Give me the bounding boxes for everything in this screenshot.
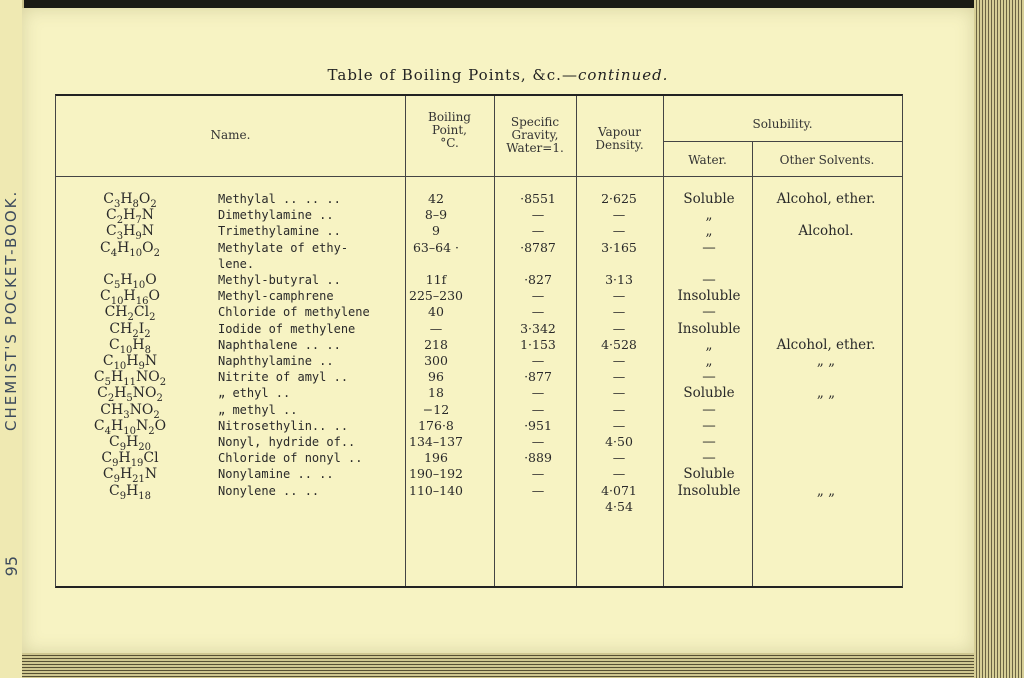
cell-other [751,256,901,272]
cell-other [751,418,901,434]
solubility-rule [663,141,902,142]
table-row [56,191,902,210]
cell-water: — [702,239,716,256]
cell-boiling-point: 190–192 [409,466,463,482]
cell-boiling-point: 40 [428,304,444,320]
cell-other [751,272,901,288]
cell-formula: $C_2H_5NO_2$ [97,385,163,405]
header-boiling-point [405,111,494,150]
cell-vapour-density: 4·54 [605,498,633,514]
header-vd-line1: Vapour [597,125,642,139]
cell-name [204,499,403,515]
cell-boiling-point: 300 [424,353,448,368]
cell-other: „ „ [816,353,836,369]
cell-water [663,499,755,515]
cell-water: Insoluble [677,320,741,337]
table-row [56,353,902,372]
table-row [56,288,902,307]
table-row [56,417,902,437]
cell-boiling-point: 96 [428,369,444,385]
cell-vapour-density: — [612,353,626,368]
cell-water: „ [705,336,713,353]
table-row [56,450,902,469]
cell-boiling-point: 225–230 [409,288,463,304]
cell-water: Soluble [683,466,735,483]
cell-formula: $C_{10}H_9N$ [102,353,158,372]
cell-specific-gravity: 3·342 [520,320,556,336]
cell-other [751,207,901,223]
cell-specific-gravity: — [531,385,545,401]
cell-specific-gravity: — [531,482,545,498]
cell-water: — [702,401,716,418]
header-bottom-rule [56,176,902,177]
cell-name: Nonylamine .. .. [218,467,334,482]
cell-formula: $C_2H_7N$ [106,207,154,226]
table-row [56,256,902,272]
table-row [56,499,902,515]
cell-formula: $C_4H_{10}O_2$ [100,239,160,259]
cell-name: Methylal .. .. .. [218,192,341,206]
cell-formula: $C_5H_{10}O$ [103,272,157,291]
cell-name: Methyl-butyral .. [218,273,341,287]
cell-specific-gravity: — [531,223,545,239]
cell-water: „ [705,223,713,240]
cell-water: — [702,304,716,321]
cell-name: Naphthalene .. .. [218,337,341,352]
running-header: CHEMIST'S POCKET-BOOK. [2,189,20,432]
cell-other: Alcohol. [798,223,854,240]
cell-vapour-density: 4·528 [601,336,637,352]
table-row [56,207,902,226]
cell-specific-gravity: — [531,434,545,449]
cell-name: Nonyl, hydride of.. [218,435,356,449]
header-sg-line3: Water=1. [506,141,564,155]
cell-water: „ [705,353,713,369]
cell-boiling-point [392,256,480,272]
table-row [56,336,902,356]
cell-water: „ [705,207,713,224]
cell-name: Nonylene .. .. [218,483,320,498]
table-row [56,223,902,243]
header-solubility: Solubility. [752,117,813,131]
cell-name: Dimethylamine .. [218,208,334,223]
header-other-solvents: Other Solvents. [779,153,875,167]
cell-water [663,256,755,272]
cell-vapour-density: — [612,223,626,239]
cell-formula: $C_{10}H_8$ [108,336,152,356]
cell-other [751,434,901,450]
cell-specific-gravity [496,499,580,515]
cell-name: „ methyl .. [218,402,298,417]
cell-specific-gravity: ·889 [524,450,552,466]
cell-name: Methyl-camphrene [218,289,334,304]
table-row [56,369,902,388]
cell-other: „ „ [816,482,836,499]
cell-name: Iodide of methylene [218,321,356,336]
cell-specific-gravity: ·8551 [520,191,556,206]
title-main: Table of Boiling Points, &c.— [327,66,578,84]
cell-formula: $C_9H_{21}N$ [102,466,158,486]
cell-formula [56,256,204,272]
table-row [56,401,902,421]
cell-vapour-density: — [612,466,626,482]
cell-boiling-point: 196 [424,450,448,466]
cell-vapour-density: — [612,417,626,433]
page-number: 95 [2,556,21,577]
cell-vapour-density: — [612,369,626,385]
cell-specific-gravity: — [531,207,545,223]
cell-vapour-density: — [612,304,626,320]
cell-name: „ ethyl .. [218,386,291,401]
table-row [56,466,902,486]
cell-name: Trimethylamine .. [218,224,341,239]
cell-vapour-density [576,256,662,272]
page-title [22,66,974,84]
cell-other: „ „ [816,385,836,402]
cell-formula: $C_9H_{18}$ [108,482,152,502]
cell-water: — [702,272,716,288]
table-row [56,304,902,324]
cell-vapour-density: — [612,207,626,223]
cell-other: Alcohol, ether. [776,191,876,207]
table-row [56,320,902,340]
cell-formula: $CH_2I_2$ [109,320,151,340]
title-continued: continued. [577,66,669,84]
cell-other [751,304,901,320]
cell-boiling-point: 9 [432,223,440,239]
header-specific-gravity [494,116,576,155]
cell-other [751,288,901,304]
cell-specific-gravity: — [531,304,545,320]
header-sg-line2: Gravity, [511,128,559,142]
cell-name: lene. [218,256,255,271]
cell-vapour-density: 4·071 [601,482,637,498]
header-bp-line2: Point, [431,123,467,137]
cell-formula [56,499,204,515]
cell-water: — [702,417,716,434]
cell-water: — [702,434,716,450]
cell-formula: $CH_3NO_2$ [100,401,160,421]
cell-formula: $C_9H_{20}$ [108,434,152,453]
cell-specific-gravity: ·877 [524,369,552,385]
cell-boiling-point [392,499,480,515]
cell-vapour-density: — [612,288,626,304]
header-bp-line3: °C. [440,136,459,150]
cell-name: Chloride of methylene [218,305,370,320]
book-page [22,8,974,653]
cell-name: Nitrosethylin.. .. [218,418,349,433]
table-row [56,385,902,405]
cell-vapour-density: 2·625 [601,191,637,206]
header-vapour-density [576,126,663,152]
cell-vapour-density: 3·165 [601,239,637,255]
cell-boiling-point: — [429,320,443,336]
cell-vapour-density: — [612,385,626,401]
cell-boiling-point: 63–64 · [412,239,459,255]
cell-specific-gravity: ·951 [524,417,552,433]
cell-other [751,369,901,385]
cell-other [751,402,901,418]
header-water: Water. [688,153,727,167]
cell-water: Insoluble [677,288,741,305]
cell-formula: $C_5H_{11}NO_2$ [93,369,167,388]
cell-specific-gravity [496,256,580,272]
cell-name: Naphthylamine .. [218,354,334,368]
boiling-points-table [55,94,903,588]
cell-formula: $C_9H_{19}Cl$ [101,450,159,469]
table-row [56,434,902,453]
cell-boiling-point: −12 [422,401,450,417]
cell-other [751,450,901,466]
table-row [56,239,902,259]
cell-other [751,466,901,482]
bottom-page-edges [22,653,974,678]
cell-water: — [702,450,716,467]
header-vd-line2: Density. [595,138,644,152]
cell-name: Methylate of ethy- [218,240,349,255]
cell-other [751,240,901,256]
left-page-strip [0,0,24,678]
cell-specific-gravity: ·8787 [520,239,556,255]
cell-specific-gravity: 1·153 [520,336,556,352]
cell-water: Soluble [683,191,735,207]
cell-vapour-density: 3·13 [605,272,633,287]
cell-vapour-density: — [612,401,626,417]
cell-formula: $C_{10}H_{16}O$ [100,288,160,307]
cell-name: Chloride of nonyl .. [218,451,363,466]
cell-vapour-density: — [612,320,626,336]
cell-specific-gravity: ·827 [524,272,552,287]
cell-boiling-point: 8–9 [424,207,448,223]
cell-water: — [702,369,716,386]
cell-other [751,499,901,515]
cell-boiling-point: 42 [428,191,444,206]
cell-specific-gravity: — [531,288,545,304]
cell-other: Alcohol, ether. [776,336,876,353]
header-name: Name. [210,128,251,142]
cell-boiling-point: 110–140 [409,482,463,498]
cell-formula: $C_3H_8O_2$ [103,191,157,210]
cell-specific-gravity: — [531,401,545,417]
cell-specific-gravity: — [531,353,545,368]
cell-boiling-point: 18 [428,385,444,401]
cell-vapour-density: 4·50 [605,434,633,449]
table-row [56,482,902,502]
cell-formula: $C_4H_{10}N_2O$ [93,417,167,437]
table-row [56,272,902,291]
cell-boiling-point: 134–137 [409,434,463,449]
cell-formula: $C_3H_9N$ [106,223,154,243]
cell-formula: $CH_2Cl_2$ [104,304,156,324]
header-bp-line1: Boiling [428,110,471,124]
header-sg-line1: Specific [510,115,560,129]
cell-other [751,321,901,337]
cell-water: Insoluble [677,482,741,499]
page-edges [974,0,1024,678]
cell-boiling-point: 11f [425,272,447,287]
cell-name: Nitrite of amyl .. [218,370,349,385]
cell-boiling-point: 218 [424,336,448,352]
cell-specific-gravity: — [531,466,545,482]
cell-water: Soluble [683,385,735,402]
cell-boiling-point: 176·8 [418,417,454,433]
cell-vapour-density: — [612,450,626,466]
